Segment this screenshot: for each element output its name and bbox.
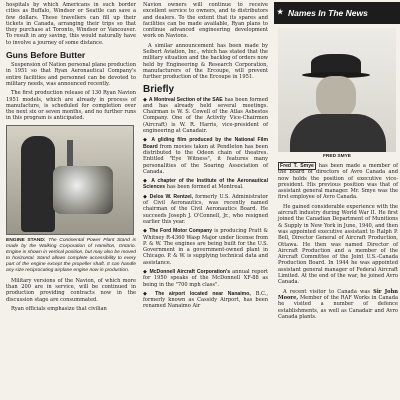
brief-text: has been formed and has already held several meetings. Chairman is W. S. Cowell of the Atlas Asbestos Company. One of the Activity Vice-Chairmen (Aircraft) is W. R. Harris, vice-president of engineering at Canadair. xyxy=(143,96,269,135)
brief-text: is producing Pratt & Whitney R-4360 Wasp Major under license from P. & W. The engines are being built for the U.S. Government in a government-owned plant in Chicago. P. & W. is supplying technical data and assistance. xyxy=(143,228,268,266)
brief-text: annual report for 1950 speaks of the McDonnell XF-88 as being in the "700 mph class". xyxy=(143,268,268,288)
brief-lead: The Ford Motor Company xyxy=(149,228,213,235)
photo-caption xyxy=(6,238,136,274)
portrait-body xyxy=(290,114,386,152)
text-paragraph xyxy=(278,289,398,320)
caption-text: The Continental Power Plant Stand is made by the Walking Corporation of Hamilton, Ontario. Engine is shown in vertical position, but may also be moved to horizontal. Stand allows complete accessibility to every part of the engine except the propeller shaft. It can handle any size reciprocating airplane engine now in production. xyxy=(6,237,136,273)
brief-lead: A chapter of the Institute of the Aeronautical Sciences xyxy=(143,178,268,191)
engine-stand-photo xyxy=(6,125,134,235)
brief-lead: A gliding film produced by the National Film Board xyxy=(143,137,268,150)
brief-lead: McDonnell Aircraft Corporation's xyxy=(149,268,231,275)
paragraph-text: Member of the RAF Works in Canada he visited a number of defence establishments, as well as Canadair and Avro Canada plants. xyxy=(278,294,398,320)
brief-item: ◆ The airport located near Nanaimo, B.C., formerly known as Cassidy Airport, has been renamed Nanaimo Air xyxy=(143,290,269,310)
brief-lead: A Montreal Section of the SAE xyxy=(148,96,223,103)
text-paragraph: Suspension of Nation personal plane production in 1951 so that Ryan Aeronautical Company's entire facilities and personnel can be devoted to military needs, was announced recently. xyxy=(6,62,136,87)
column-left xyxy=(0,0,136,315)
brief-lead: Delos W. Rentzel, xyxy=(149,193,193,200)
brief-item: ◆ A Montreal Section of the SAE has been formed and has already held several meetings. Chairman is W. S. Cowell of the Atlas Asbestos Company. One of the Activity Vice-Chairmen (Aircraft) is W. R. Harris, vice-president of engineering at Canadair. xyxy=(143,96,269,135)
names-in-the-news-header xyxy=(274,2,400,24)
text-paragraph: Military versions of the Navion, of which more than 200 are in service, will be continued in production providing contracts now in the discussion stage are consummated. xyxy=(6,277,136,303)
section-heading-guns-before-butter: Guns Before Butter xyxy=(6,50,86,61)
caption-label: ENGINE STAND: xyxy=(6,237,46,243)
section-heading-briefly: Briefly xyxy=(143,83,175,95)
person-name: Sir John Moore, xyxy=(278,288,398,301)
brief-item: ◆ A gliding film produced by the National Film Board from movies taken at Pendleton has been distributed to the Odeon chain of theatres. Entitled "Eye Witness", it features many personalities of the Soaring Association of Canada. xyxy=(143,137,268,175)
paragraph-text: A recent visitor to Canada was xyxy=(283,288,371,295)
text-paragraph: Ryan officials emphasize that civilian xyxy=(11,305,107,312)
brief-item: ◆ A chapter of the Institute of the Aeronautical Sciences has been formed at Montreal. xyxy=(143,178,268,191)
text-paragraph: He gained considerable experience with the aircraft industry during World War II. He first joined the Canadian Department of Munitions & Supply in New York in June, 1940, and then was appointed executive assistant to Ralph P. Bell, Director General of Aircraft Production, Ottawa. He then was named Director of Aircraft Production and a member of the Aircraft Committee of the Joint U.S.-Canada Production Board. In 1944 he was appointed assistant general manager of Federal Aircraft Limited. At the end of the war, he joined Avro Canada. xyxy=(278,203,398,286)
person-name: Fred T. Smye xyxy=(280,163,314,169)
news-text xyxy=(278,163,398,323)
photo-engine-body xyxy=(53,166,113,214)
header-title: Names In The News xyxy=(288,8,368,18)
column-middle xyxy=(141,0,270,313)
brief-text: formerly U.S. Administrator of Civil Aeronautics, was recently named chairman of the Civil Aeronautics Board. He succeeds Joseph J. O'Connell, Jr., who resigned earlier this year. xyxy=(143,193,268,225)
brief-lead: The airport located near Nanaimo, xyxy=(155,290,251,297)
brief-text: B.C., formerly known as Cassidy Airport, has been renamed Nanaimo Air xyxy=(143,290,269,310)
paragraph-text: has been made a member of the board of directors of Avro Canada and now holds the position of executive vice-president. His previous position was that of assistant general manager. Mr. Smye was the first employee of Avro Canada. xyxy=(278,163,398,201)
photo-credit: FRED SMYE xyxy=(323,154,351,159)
brief-text: from movies taken at Pendleton has been distributed to the Odeon chain of theatres. Entitled "Eye Witness", it features many personalities of the Soaring Association of Canada. xyxy=(143,143,268,175)
portrait-photo xyxy=(278,28,396,152)
brief-item: ◆ The Ford Motor Company is producing Pratt & Whitney R-4360 Wasp Major under license from P. & W. The engines are being built for the U.S. Government in a government-owned plant in Chicago. P. & W. is supplying technical data and assistance. xyxy=(143,228,268,266)
text-paragraph: Navion owners will continue to receive excellent service to owners, and to distributors and dealers. To the extent that its spares and facilities can be made available, Ryan plans to continue advanced engineering development work on Navions. xyxy=(143,2,268,40)
text-paragraph: hospitals by which Americans in such border cities as Buffalo, Windsor or Seattle can save a few dollars. These travellers can fill up their tickets in Canada, arranging their trips so that they purchase at Toronto, Windsor or Vancouver. To result in any saving, this would naturally have to involve a journey of some distance. xyxy=(6,2,136,46)
text-paragraph: A similar announcement has been made by Seibert Aviation, Inc., which has stated that the military situation and the backlog of orders now held by Engineering & Research Corporation, manufacturers of the Ercoupe, will prevent further production of the Ercoupe in 1951. xyxy=(143,42,268,81)
text-paragraph: The first production release of 130 Ryan Navion 1951 models, which are already in process of manufacture, is scheduled for completion over the next six or seven months, and no further runs in this program is anticipated. xyxy=(6,90,136,122)
photo-figure-man xyxy=(21,136,55,232)
star-icon: ★ xyxy=(277,9,284,16)
text-paragraph xyxy=(278,163,398,201)
brief-text: has been formed at Montreal. xyxy=(166,184,244,191)
brief-item: ◆ McDonnell Aircraft Corporation's annual report for 1950 speaks of the McDonnell XF-88 as being in the "700 mph class". xyxy=(143,268,268,288)
brief-item: ◆ Delos W. Rentzel, formerly U.S. Administrator of Civil Aeronautics, was recently named chairman of the Civil Aeronautics Board. He succeeds Joseph J. O'Connell, Jr., who resigned earlier this year. xyxy=(143,193,268,225)
portrait-face xyxy=(316,76,356,118)
